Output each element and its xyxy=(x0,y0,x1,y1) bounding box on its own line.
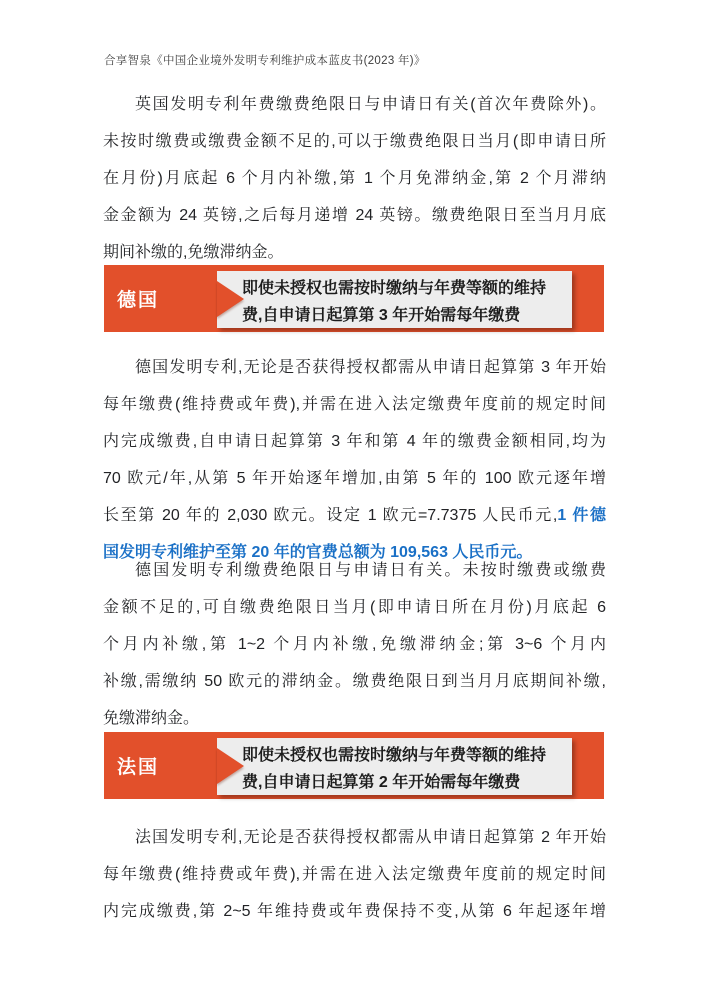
callout-panel xyxy=(217,738,572,795)
body-text: 期间补缴的,免缴滞纳金。 xyxy=(103,244,284,261)
body-text: 德国发明专利,无论是否获得授权都需从申请日起算第 3 年开始 xyxy=(135,359,606,376)
highlighted-text: 1 件德 xyxy=(557,507,606,524)
callout-text-line: 费,自申请日起算第 2 年开始需每年缴费 xyxy=(242,774,521,791)
text-line xyxy=(103,197,606,234)
text-line xyxy=(103,589,606,626)
callout-text-line: 费,自申请日起算第 3 年开始需每年缴费 xyxy=(242,307,521,324)
text-line xyxy=(103,663,606,700)
text-line xyxy=(103,123,606,160)
paragraph-uk-fees xyxy=(103,86,606,271)
text-line xyxy=(103,349,606,386)
text-line xyxy=(103,460,606,497)
document-header: 合享智泉《中国企业境外发明专利维护成本蓝皮书(2023 年)》 xyxy=(104,55,426,67)
body-text: 每年缴费(维持费或年费),并需在进入法定缴费年度前的规定时间 xyxy=(103,396,606,413)
text-line xyxy=(103,819,606,856)
text-line xyxy=(103,552,606,589)
body-text: 70 欧元/年,从第 5 年开始逐年增加,由第 5 年的 100 欧元逐年增 xyxy=(103,470,606,487)
callout-panel xyxy=(217,271,572,328)
paragraph-france-fees xyxy=(103,819,606,930)
callout-text-line: 即使未授权也需按时缴纳与年费等额的维持 xyxy=(242,280,547,297)
body-text: 德国发明专利缴费绝限日与申请日有关。未按时缴费或缴费 xyxy=(135,562,606,579)
body-text: 个月内补缴,第 1~2 个月内补缴,免缴滞纳金;第 3~6 个月内 xyxy=(103,636,606,653)
text-line xyxy=(103,423,606,460)
body-text: 每年缴费(维持费或年费),并需在进入法定缴费年度前的规定时间 xyxy=(103,866,606,883)
callout-text-line: 即使未授权也需按时缴纳与年费等额的维持 xyxy=(242,747,547,764)
body-text: 英国发明专利年费缴费绝限日与申请日有关(首次年费除外)。 xyxy=(135,96,606,113)
body-text: 长至第 20 年的 2,030 欧元。设定 1 欧元=7.7375 人民币元, xyxy=(103,507,558,524)
paragraph-germany-fees xyxy=(103,349,606,571)
text-line xyxy=(103,160,606,197)
callout-arrow-icon xyxy=(217,748,244,784)
callout-arrow-icon xyxy=(217,281,244,317)
text-line xyxy=(103,893,606,930)
text-line xyxy=(103,626,606,663)
body-text: 补缴,需缴纳 50 欧元的滞纳金。缴费绝限日到当月月底期间补缴, xyxy=(103,673,606,690)
body-text: 未按时缴费或缴费金额不足的,可以于缴费绝限日当月(即申请日所 xyxy=(103,133,606,150)
body-text: 免缴滞纳金。 xyxy=(103,710,200,727)
callout-germany xyxy=(104,265,604,332)
text-line xyxy=(103,86,606,123)
callout-country-label: 法国 xyxy=(117,757,160,778)
body-text: 在月份)月底起 6 个月内补缴,第 1 个月免滞纳金,第 2 个月滞纳 xyxy=(103,170,606,187)
body-text: 金金额为 24 英镑,之后每月递增 24 英镑。缴费绝限日至当月月底 xyxy=(103,207,606,224)
highlighted-text: 国发明专利维护至第 20 年的官费总额为 109,563 人民币元。 xyxy=(103,544,533,561)
text-line xyxy=(103,386,606,423)
body-text: 内完成缴费,第 2~5 年维持费或年费保持不变,从第 6 年起逐年增 xyxy=(103,903,606,920)
paragraph-germany-deadline xyxy=(103,552,606,737)
body-text: 法国发明专利,无论是否获得授权都需从申请日起算第 2 年开始 xyxy=(135,829,606,846)
body-text: 内完成缴费,自申请日起算第 3 年和第 4 年的缴费金额相同,均为 xyxy=(103,433,606,450)
body-text: 金额不足的,可自缴费绝限日当月(即申请日所在月份)月底起 6 xyxy=(103,599,606,616)
text-line xyxy=(103,497,606,534)
callout-country-label: 德国 xyxy=(117,290,160,311)
text-line xyxy=(103,856,606,893)
callout-france xyxy=(104,732,604,799)
